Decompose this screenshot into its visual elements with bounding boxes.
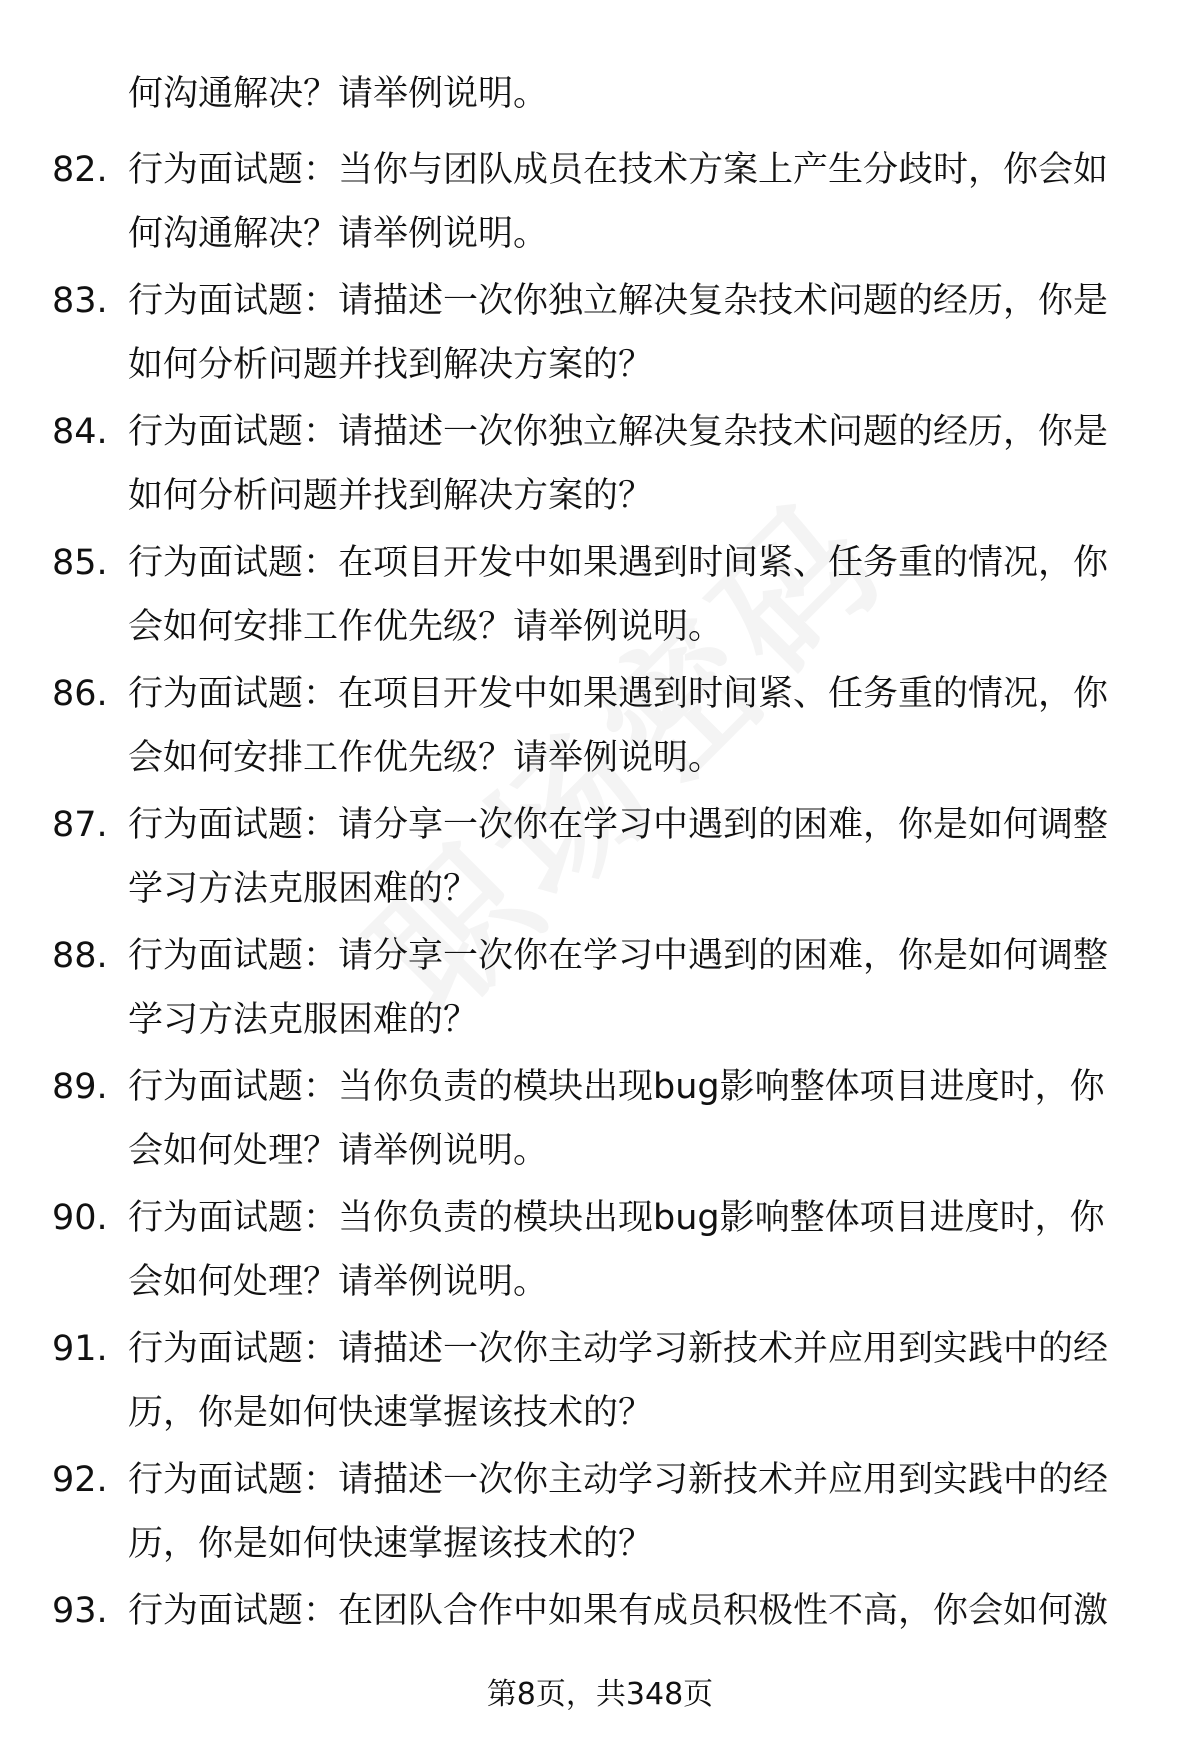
question-item [0, 924, 1200, 1055]
question-number: 87. [52, 805, 108, 845]
question-number: 86. [52, 674, 108, 714]
question-number: 91. [52, 1329, 108, 1369]
question-text-line: 行为面试题：请描述一次你主动学习新技术并应用到实践中的经 [128, 1329, 1109, 1369]
question-text [128, 1317, 1158, 1445]
question-text-line: 行为面试题：请描述一次你独立解决复杂技术问题的经历，你是 [128, 412, 1109, 452]
question-item [0, 531, 1200, 662]
question-text-line: 行为面试题：请描述一次你主动学习新技术并应用到实践中的经 [128, 1460, 1109, 1500]
question-text-line: 行为面试题：在项目开发中如果遇到时间紧、任务重的情况，你 [128, 543, 1109, 583]
question-item [0, 662, 1200, 793]
question-text-line: 行为面试题：请分享一次你在学习中遇到的困难，你是如何调整 [128, 936, 1109, 976]
question-text [128, 662, 1158, 790]
question-number: 90. [52, 1198, 108, 1238]
question-number: 82. [52, 150, 108, 190]
question-text [128, 1055, 1158, 1183]
question-item [0, 269, 1200, 400]
question-item [0, 1317, 1200, 1448]
question-number: 89. [52, 1067, 108, 1107]
question-text-line: 会如何安排工作优先级？请举例说明。 [128, 738, 724, 778]
question-item [0, 138, 1200, 269]
question-text [128, 138, 1158, 266]
question-item [0, 1186, 1200, 1317]
question-text [128, 400, 1158, 528]
question-item [0, 1055, 1200, 1186]
question-text-line: 如何分析问题并找到解决方案的？ [128, 476, 654, 516]
question-text-line: 行为面试题：在团队合作中如果有成员积极性不高，你会如何激 [128, 1591, 1109, 1631]
question-text-line: 行为面试题：当你负责的模块出现bug影响整体项目进度时，你 [128, 1067, 1105, 1107]
question-text-line: 会如何处理？请举例说明。 [128, 1131, 549, 1171]
question-text-line: 行为面试题：当你负责的模块出现bug影响整体项目进度时，你 [128, 1198, 1105, 1238]
question-number: 92. [52, 1460, 108, 1500]
question-text-line: 行为面试题：请描述一次你独立解决复杂技术问题的经历，你是 [128, 281, 1109, 321]
question-item [0, 400, 1200, 531]
question-text [128, 269, 1158, 397]
question-text [128, 1186, 1158, 1314]
question-text [128, 1448, 1158, 1576]
question-text [128, 793, 1158, 921]
question-number: 93. [52, 1591, 108, 1631]
question-text [128, 1579, 1158, 1643]
question-number: 85. [52, 543, 108, 583]
question-item [0, 1448, 1200, 1579]
question-text-line: 会如何安排工作优先级？请举例说明。 [128, 607, 724, 647]
question-list [0, 138, 1200, 1710]
question-text-line: 行为面试题：请分享一次你在学习中遇到的困难，你是如何调整 [128, 805, 1109, 845]
question-text-line: 行为面试题：当你与团队成员在技术方案上产生分歧时，你会如 [128, 150, 1109, 190]
question-text [128, 531, 1158, 659]
question-text-line: 会如何处理？请举例说明。 [128, 1262, 549, 1302]
question-number: 83. [52, 281, 108, 321]
question-text-line: 如何分析问题并找到解决方案的？ [128, 345, 654, 385]
question-text-line: 行为面试题：在项目开发中如果遇到时间紧、任务重的情况，你 [128, 674, 1109, 714]
question-item [0, 793, 1200, 924]
question-text-line: 何沟通解决？请举例说明。 [128, 214, 549, 254]
continued-question-text: 何沟通解决？请举例说明。 [128, 74, 549, 114]
question-text-line: 历，你是如何快速掌握该技术的？ [128, 1393, 654, 1433]
question-text-line: 学习方法克服困难的？ [128, 869, 479, 909]
page-footer: 第8页，共348页 [486, 1677, 714, 1712]
question-number: 88. [52, 936, 108, 976]
question-text-line: 学习方法克服困难的？ [128, 1000, 479, 1040]
question-text-line: 历，你是如何快速掌握该技术的？ [128, 1524, 654, 1564]
question-number: 84. [52, 412, 108, 452]
question-text [128, 924, 1158, 1052]
